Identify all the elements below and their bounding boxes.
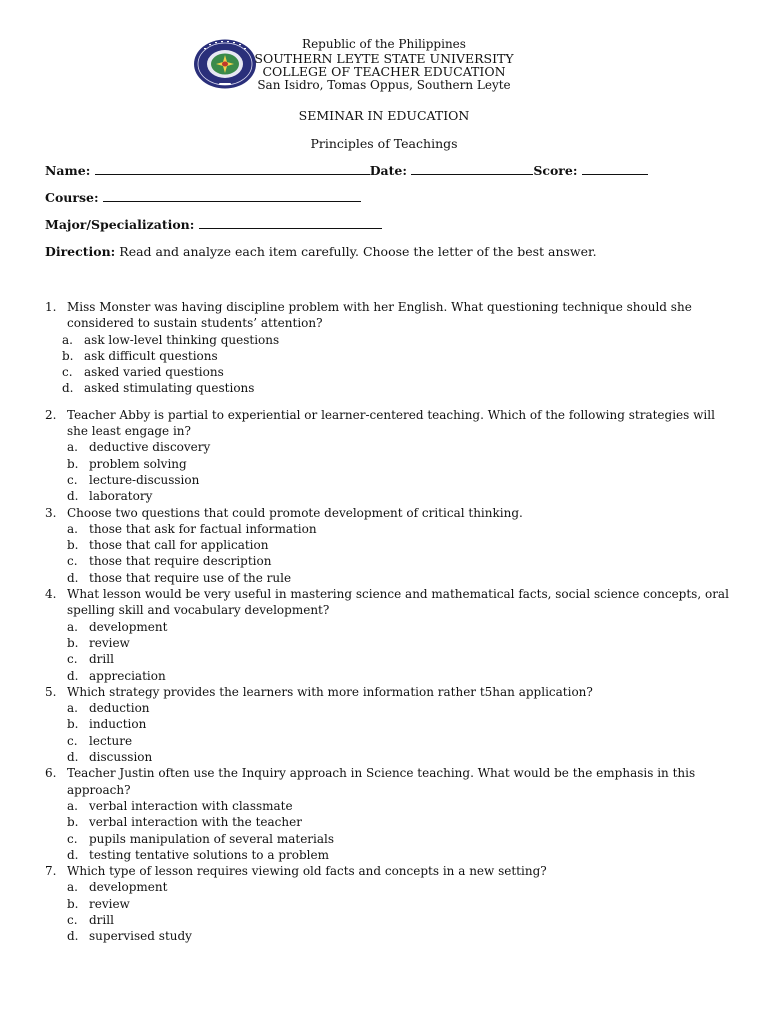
choice-text: those that require description [89, 554, 272, 569]
choice-letter: d. [62, 381, 74, 396]
choice-letter: d. [67, 929, 79, 944]
choice-text: verbal interaction with classmate [89, 798, 293, 813]
question-number: 1. [45, 300, 57, 314]
question-number: 7. [45, 864, 57, 879]
direction-line [45, 244, 597, 259]
choice-text: drill [89, 652, 114, 667]
choice-text: those that ask for factual information [89, 521, 317, 536]
choice-text: development [89, 880, 168, 895]
choice-text: supervised study [89, 929, 192, 944]
university-address: San Isidro, Tomas Oppus, Southern Leyte [257, 77, 511, 92]
question-text: Which type of lesson requires viewing old facts and concepts in a new setting? [67, 864, 547, 879]
university-name: SOUTHERN LEYTE STATE UNIVERSITY [254, 50, 514, 66]
choice-text: development [89, 619, 168, 634]
question-text: What lesson would be very useful in mastering science and mathematical facts, social science concepts, oral spelling skill and vocabulary development? [67, 587, 729, 618]
choice-item[interactable] [67, 700, 735, 716]
choice-text: laboratory [89, 489, 153, 504]
choice-item[interactable] [67, 798, 735, 814]
choice-item[interactable] [67, 749, 735, 765]
date-label: Date: [369, 163, 407, 178]
choice-item[interactable] [67, 619, 735, 635]
choice-letter: b. [67, 538, 79, 553]
choice-letter: c. [67, 831, 78, 846]
direction-label: Direction: [45, 244, 116, 259]
choice-letter: a. [67, 798, 78, 813]
name-label: Name: [45, 163, 91, 178]
choice-item[interactable] [67, 831, 735, 847]
choice-item[interactable] [67, 668, 735, 684]
question-number: 2. [45, 407, 57, 422]
choice-text: those that require use of the rule [89, 570, 292, 585]
choice-letter: d. [67, 750, 79, 765]
major-row [45, 217, 382, 232]
question-item [45, 863, 735, 944]
exam-title: SEMINAR IN EDUCATION [298, 108, 470, 123]
choice-text: lecture [89, 733, 133, 748]
choice-letter: a. [67, 619, 78, 634]
choice-letter: d. [67, 570, 79, 585]
choice-text: discussion [89, 750, 153, 765]
question-item [45, 586, 735, 684]
choice-letter: c. [67, 733, 78, 748]
question-item [45, 407, 735, 505]
score-label: Score: [533, 163, 578, 178]
choice-text: those that call for application [89, 538, 269, 553]
question-text: Teacher Abby is partial to experiential or learner-centered teaching. Which of the following strategies will she least engage in? [67, 407, 715, 439]
choice-item[interactable] [67, 439, 735, 455]
choice-letter: a. [67, 521, 78, 536]
choice-text: appreciation [89, 668, 166, 683]
major-blank[interactable] [199, 217, 382, 229]
date-blank[interactable] [411, 163, 533, 175]
choice-item[interactable] [67, 488, 735, 504]
choice-letter: b. [67, 896, 79, 911]
choice-text: pupils manipulation of several materials [89, 831, 335, 846]
choice-item[interactable] [62, 332, 735, 348]
question-number: 4. [45, 587, 57, 602]
choice-item[interactable] [67, 879, 735, 895]
choice-text: review [89, 635, 130, 650]
choice-letter: d. [67, 668, 79, 683]
choice-text: ask difficult questions [84, 348, 218, 363]
choice-letter: a. [67, 440, 78, 455]
choice-item[interactable] [67, 651, 735, 667]
choice-item[interactable] [67, 570, 735, 586]
choice-item[interactable] [67, 521, 735, 537]
choice-item[interactable] [67, 456, 735, 472]
choice-item[interactable] [67, 553, 735, 569]
question-text: Choose two questions that could promote development of critical thinking. [67, 505, 523, 520]
name-date-score-row [45, 163, 648, 178]
question-text: Which strategy provides the learners with more information rather t5han application? [67, 684, 593, 699]
choice-text: induction [89, 717, 147, 732]
choice-letter: b. [67, 717, 79, 732]
college-name: COLLEGE OF TEACHER EDUCATION [262, 64, 506, 79]
choice-item[interactable] [67, 896, 735, 912]
major-label: Major/Specialization: [45, 217, 195, 232]
question-item [45, 765, 735, 863]
choice-text: testing tentative solutions to a problem [89, 847, 329, 862]
choice-item[interactable] [67, 912, 735, 928]
choice-letter: c. [62, 365, 73, 380]
university-seal-logo [192, 38, 258, 90]
choice-text: asked stimulating questions [84, 381, 255, 396]
choice-item[interactable] [62, 348, 735, 364]
question-number: 5. [45, 684, 57, 699]
exam-subtitle: Principles of Teachings [310, 136, 458, 151]
question-text: Miss Monster was having discipline problem with her English. What questioning technique should she considered to sustain students’ attention? [67, 300, 692, 331]
name-blank[interactable] [95, 163, 370, 175]
choice-letter: a. [62, 332, 73, 347]
course-row [45, 190, 361, 205]
choice-letter: c. [67, 912, 78, 927]
question-item [45, 505, 735, 586]
question-item [45, 684, 735, 765]
choice-item[interactable] [67, 472, 735, 488]
choice-letter: c. [67, 472, 78, 487]
choice-letter: b. [67, 456, 79, 471]
choice-item[interactable] [67, 928, 735, 944]
choice-letter: d. [67, 489, 79, 504]
choice-letter: c. [67, 554, 78, 569]
republic-line: Republic of the Philippines [302, 37, 466, 51]
question-list [45, 299, 735, 945]
choice-item[interactable] [62, 364, 735, 380]
course-label: Course: [45, 190, 99, 205]
choice-text: deduction [89, 701, 150, 716]
letterhead [250, 38, 518, 92]
question-item [45, 299, 735, 397]
question-number: 6. [45, 766, 57, 781]
choice-text: review [89, 896, 130, 911]
choice-text: ask low-level thinking questions [84, 332, 280, 347]
choice-text: problem solving [89, 456, 187, 471]
question-number: 3. [45, 505, 57, 520]
choice-text: deductive discovery [89, 440, 211, 455]
choice-letter: c. [67, 652, 78, 667]
course-blank[interactable] [103, 190, 361, 202]
choice-letter: d. [67, 847, 79, 862]
choice-text: drill [89, 912, 114, 927]
choice-item[interactable] [67, 733, 735, 749]
choice-letter: a. [67, 880, 78, 895]
question-text: Teacher Justin often use the Inquiry approach in Science teaching. What would be the emphasis in this approach? [67, 766, 696, 797]
choice-item[interactable] [67, 716, 735, 732]
choice-item[interactable] [67, 635, 735, 651]
choice-item[interactable] [67, 847, 735, 863]
choice-letter: b. [67, 635, 79, 650]
choice-letter: b. [67, 815, 79, 830]
direction-text: Read and analyze each item carefully. Choose the letter of the best answer. [115, 244, 597, 259]
choice-text: asked varied questions [84, 365, 224, 380]
score-blank[interactable] [582, 163, 648, 175]
choice-item[interactable] [67, 537, 735, 553]
choice-item[interactable] [62, 380, 735, 396]
choice-item[interactable] [67, 814, 735, 830]
choice-letter: a. [67, 701, 78, 716]
choice-letter: b. [62, 348, 74, 363]
choice-text: lecture-discussion [89, 472, 200, 487]
choice-text: verbal interaction with the teacher [89, 815, 302, 830]
